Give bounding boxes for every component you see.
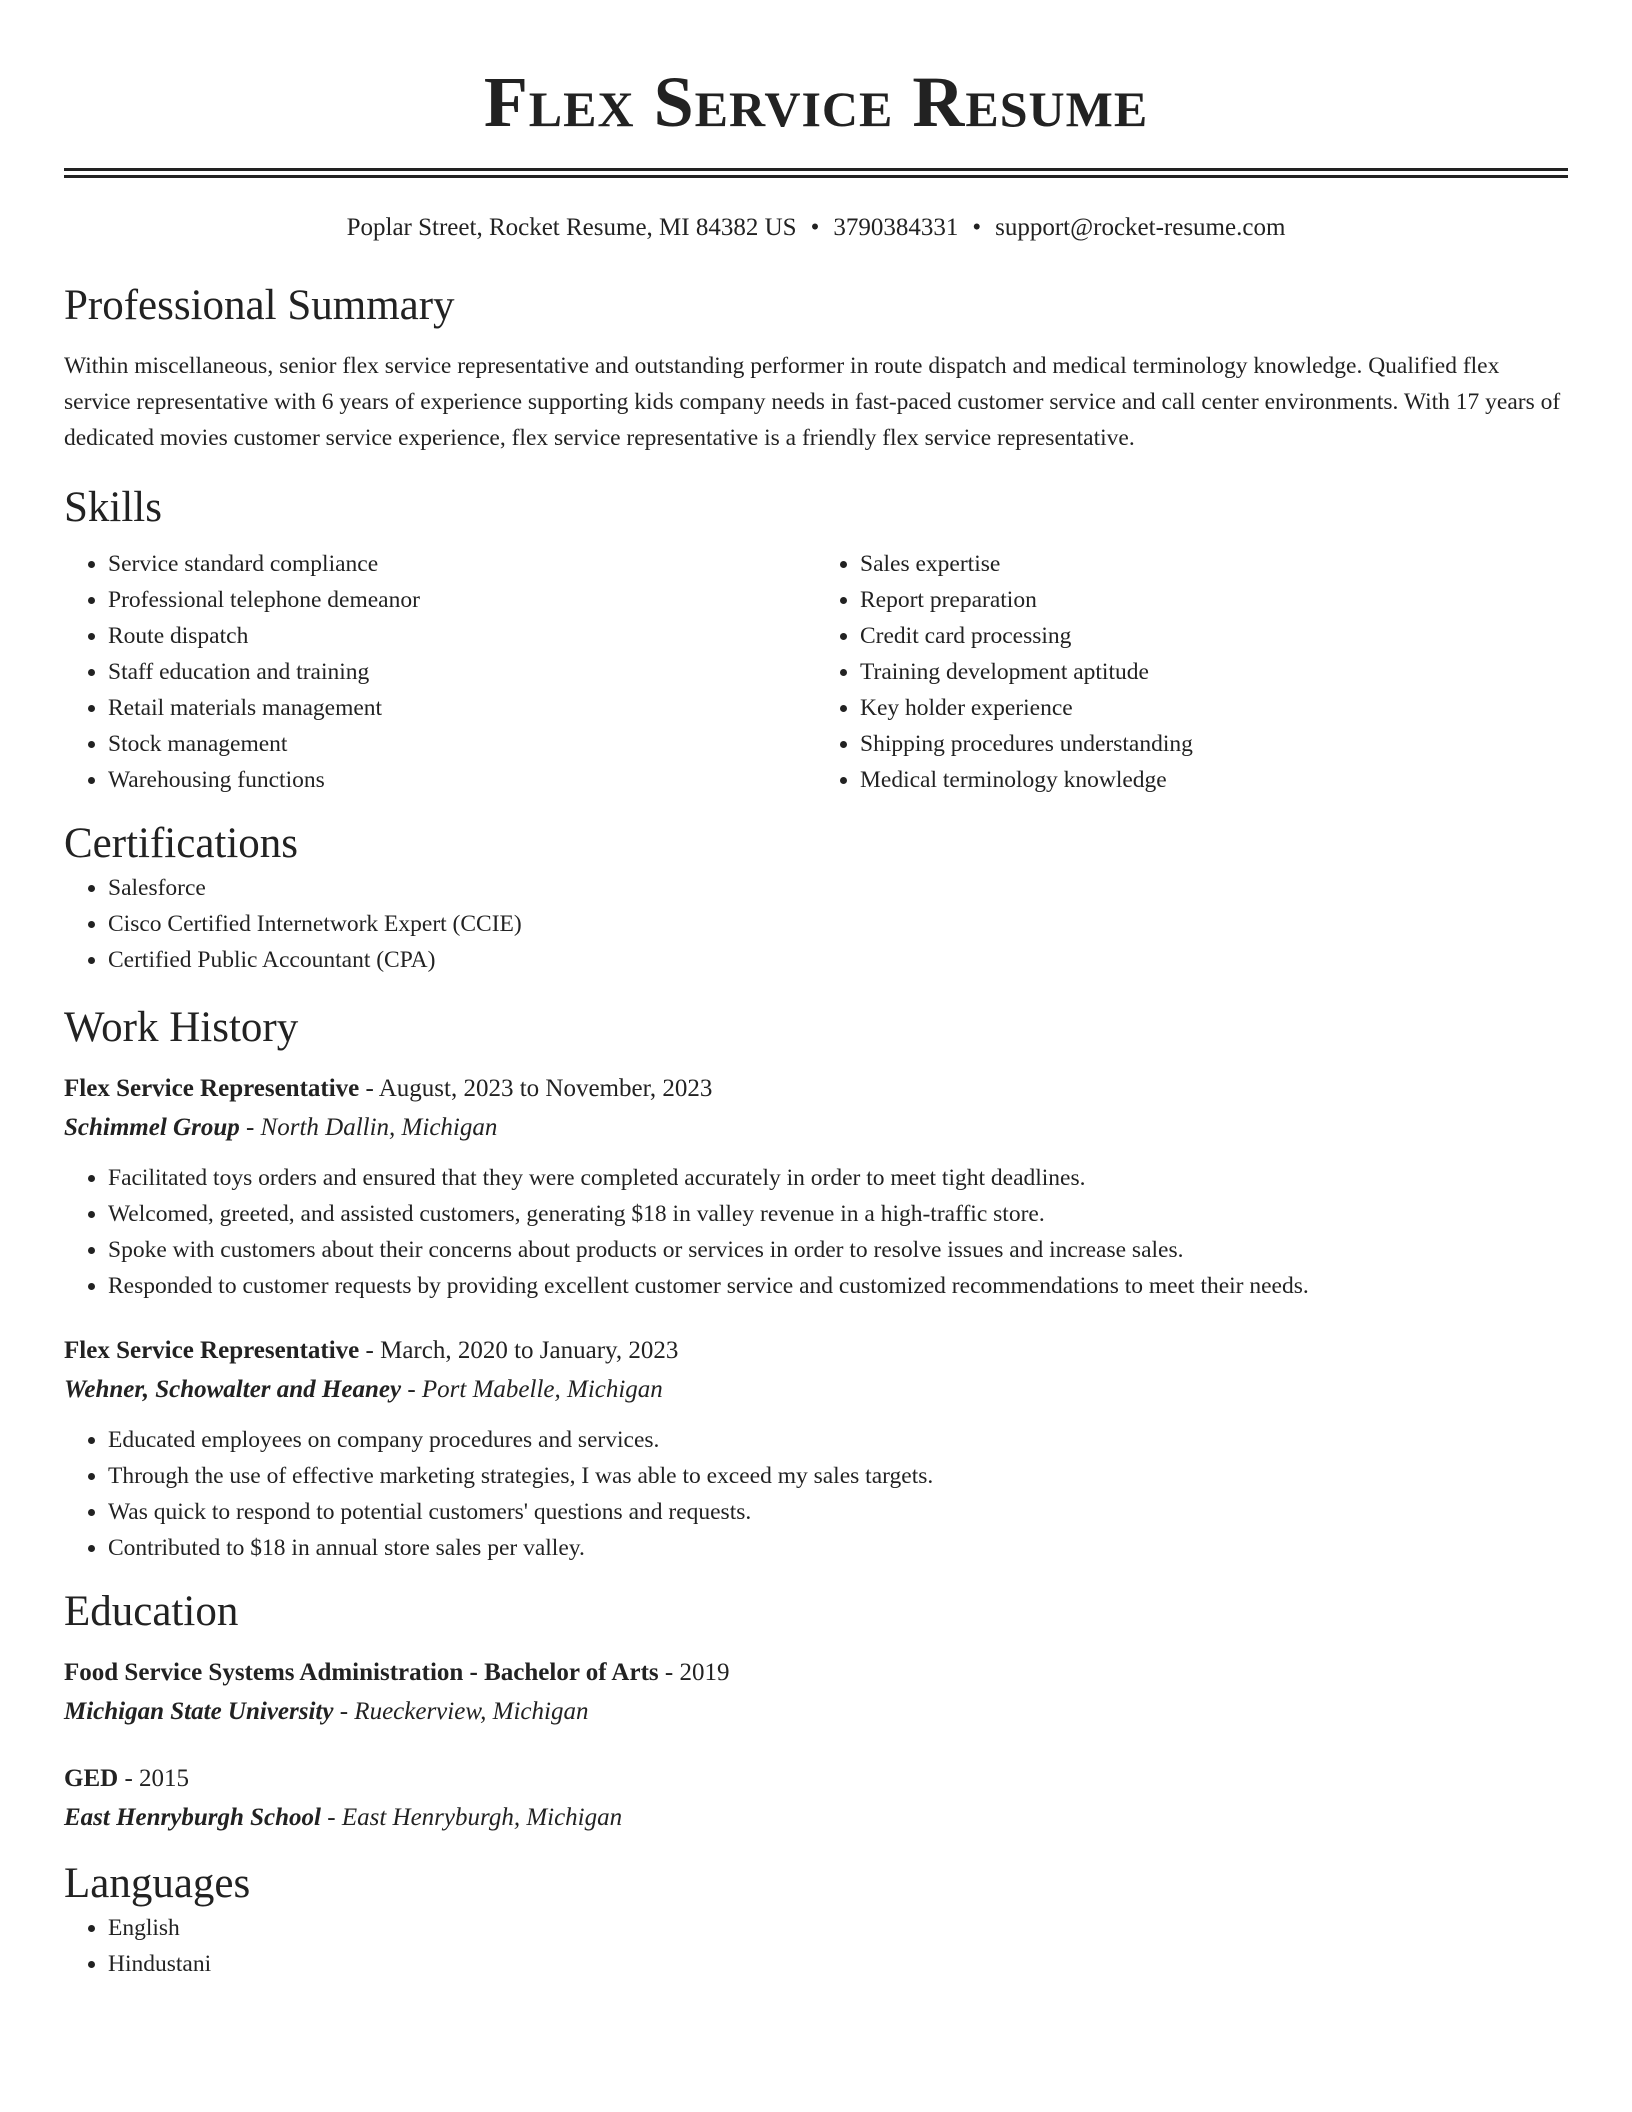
languages-heading: Languages (64, 1860, 251, 1907)
work-history-heading: Work History (64, 1004, 299, 1051)
skill-item: • Route dispatch (108, 618, 816, 654)
skills-heading: Skills (64, 484, 162, 531)
summary-text: Within miscellaneous, senior flex service representative and outstanding performer in route dispatch and medical terminology knowledge. Qualified flex service representative with 6 years of experience supporting kids company needs in fast-paced customer service and call center environments. With 17 years of dedicated movies customer service experience, flex service representative is a friendly flex service representative. (64, 353, 1561, 451)
job-duty-item: • Welcomed, greeted, and assisted customers, generating $18 in valley revenue in a high-traffic store. (108, 1196, 1568, 1232)
job-duty-item: • Spoke with customers about their concerns about products or services in order to resolve issues and increase sales. (108, 1232, 1568, 1268)
skill-item: • Key holder experience (860, 690, 1568, 726)
contact-separator: • (972, 214, 982, 241)
job-company: Wehner, Schowalter and Heaney (64, 1376, 402, 1403)
resume-title: Flex Service Resume (483, 62, 1149, 142)
skills-columns (64, 546, 1568, 798)
job-company: Schimmel Group (64, 1114, 240, 1141)
contact-line (64, 212, 1568, 244)
skill-item: • Professional telephone demeanor (108, 582, 816, 618)
education-degree: GED (64, 1765, 119, 1792)
education-location: - East Henryburgh, Michigan (321, 1804, 623, 1831)
skill-item: • Warehousing functions (108, 762, 816, 798)
job-title: Flex Service Representative (64, 1075, 360, 1102)
summary-heading: Professional Summary (64, 282, 455, 329)
certification-item: • Certified Public Accountant (CPA) (108, 942, 1568, 978)
education-institution (64, 1798, 1568, 1838)
job-location: - North Dallin, Michigan (239, 1114, 498, 1141)
contact-phone: 3790384331 (833, 214, 959, 241)
education-header (64, 1654, 1568, 1692)
skills-list-right (816, 546, 1568, 798)
job-header (64, 1070, 1568, 1108)
job-duty-item: • Facilitated toys orders and ensured that they were completed accurately in order to meet tight deadlines. (108, 1160, 1568, 1196)
education-year: - 2019 (658, 1659, 730, 1686)
job-title: Flex Service Representative (64, 1337, 360, 1364)
job-entry (64, 1070, 1568, 1304)
certifications-heading: Certifications (64, 820, 299, 867)
job-employer (64, 1108, 1568, 1148)
summary-section (64, 280, 1568, 456)
education-entry (64, 1760, 1568, 1838)
education-degree: Food Service Systems Administration - Bachelor of Arts (64, 1659, 659, 1686)
job-employer (64, 1370, 1568, 1410)
job-header (64, 1332, 1568, 1370)
job-dates: - March, 2020 to January, 2023 (359, 1337, 679, 1364)
languages-list (64, 1910, 1568, 1982)
skills-column-left (64, 546, 816, 798)
skill-item: • Stock management (108, 726, 816, 762)
education-section (64, 1586, 1568, 1838)
education-entry (64, 1654, 1568, 1732)
education-heading: Education (64, 1588, 239, 1635)
job-dates: - August, 2023 to November, 2023 (359, 1075, 713, 1102)
language-item: • Hindustani (108, 1946, 1568, 1982)
job-duties-list (64, 1160, 1568, 1304)
skill-item: • Credit card processing (860, 618, 1568, 654)
skill-item: • Staff education and training (108, 654, 816, 690)
education-school: Michigan State University (64, 1698, 334, 1725)
language-item: • English (108, 1910, 1568, 1946)
languages-section (64, 1858, 1568, 1982)
job-duty-item: • Contributed to $18 in annual store sales per valley. (108, 1530, 1568, 1566)
certifications-section (64, 818, 1568, 978)
education-institution (64, 1692, 1568, 1732)
education-header (64, 1760, 1568, 1798)
skill-item: • Retail materials management (108, 690, 816, 726)
skill-item: • Service standard compliance (108, 546, 816, 582)
certifications-list (64, 870, 1568, 978)
education-school: East Henryburgh School (64, 1804, 322, 1831)
job-duties-list (64, 1422, 1568, 1566)
skills-section (64, 482, 1568, 798)
skill-item: • Report preparation (860, 582, 1568, 618)
skills-column-right (816, 546, 1568, 798)
job-entry (64, 1332, 1568, 1566)
education-year: - 2015 (118, 1765, 190, 1792)
skill-item: • Medical terminology knowledge (860, 762, 1568, 798)
work-history-section (64, 1002, 1568, 1566)
education-location: - Rueckerview, Michigan (333, 1698, 589, 1725)
job-duty-item: • Responded to customer requests by providing excellent customer service and customized recommendations to meet their needs. (108, 1268, 1568, 1304)
job-location: - Port Mabelle, Michigan (401, 1376, 663, 1403)
job-duty-item: • Was quick to respond to potential customers' questions and requests. (108, 1494, 1568, 1530)
skill-item: • Training development aptitude (860, 654, 1568, 690)
skill-item: • Shipping procedures understanding (860, 726, 1568, 762)
contact-separator: • (810, 214, 820, 241)
skill-item: • Sales expertise (860, 546, 1568, 582)
contact-address: Poplar Street, Rocket Resume, MI 84382 US (346, 214, 797, 241)
skills-list-left (64, 546, 816, 798)
certification-item: • Salesforce (108, 870, 1568, 906)
title-double-rule (64, 168, 1568, 178)
contact-email[interactable]: support@rocket-resume.com (995, 214, 1286, 241)
job-duty-item: • Educated employees on company procedures and services. (108, 1422, 1568, 1458)
job-duty-item: • Through the use of effective marketing strategies, I was able to exceed my sales targets. (108, 1458, 1568, 1494)
certification-item: • Cisco Certified Internetwork Expert (CCIE) (108, 906, 1568, 942)
